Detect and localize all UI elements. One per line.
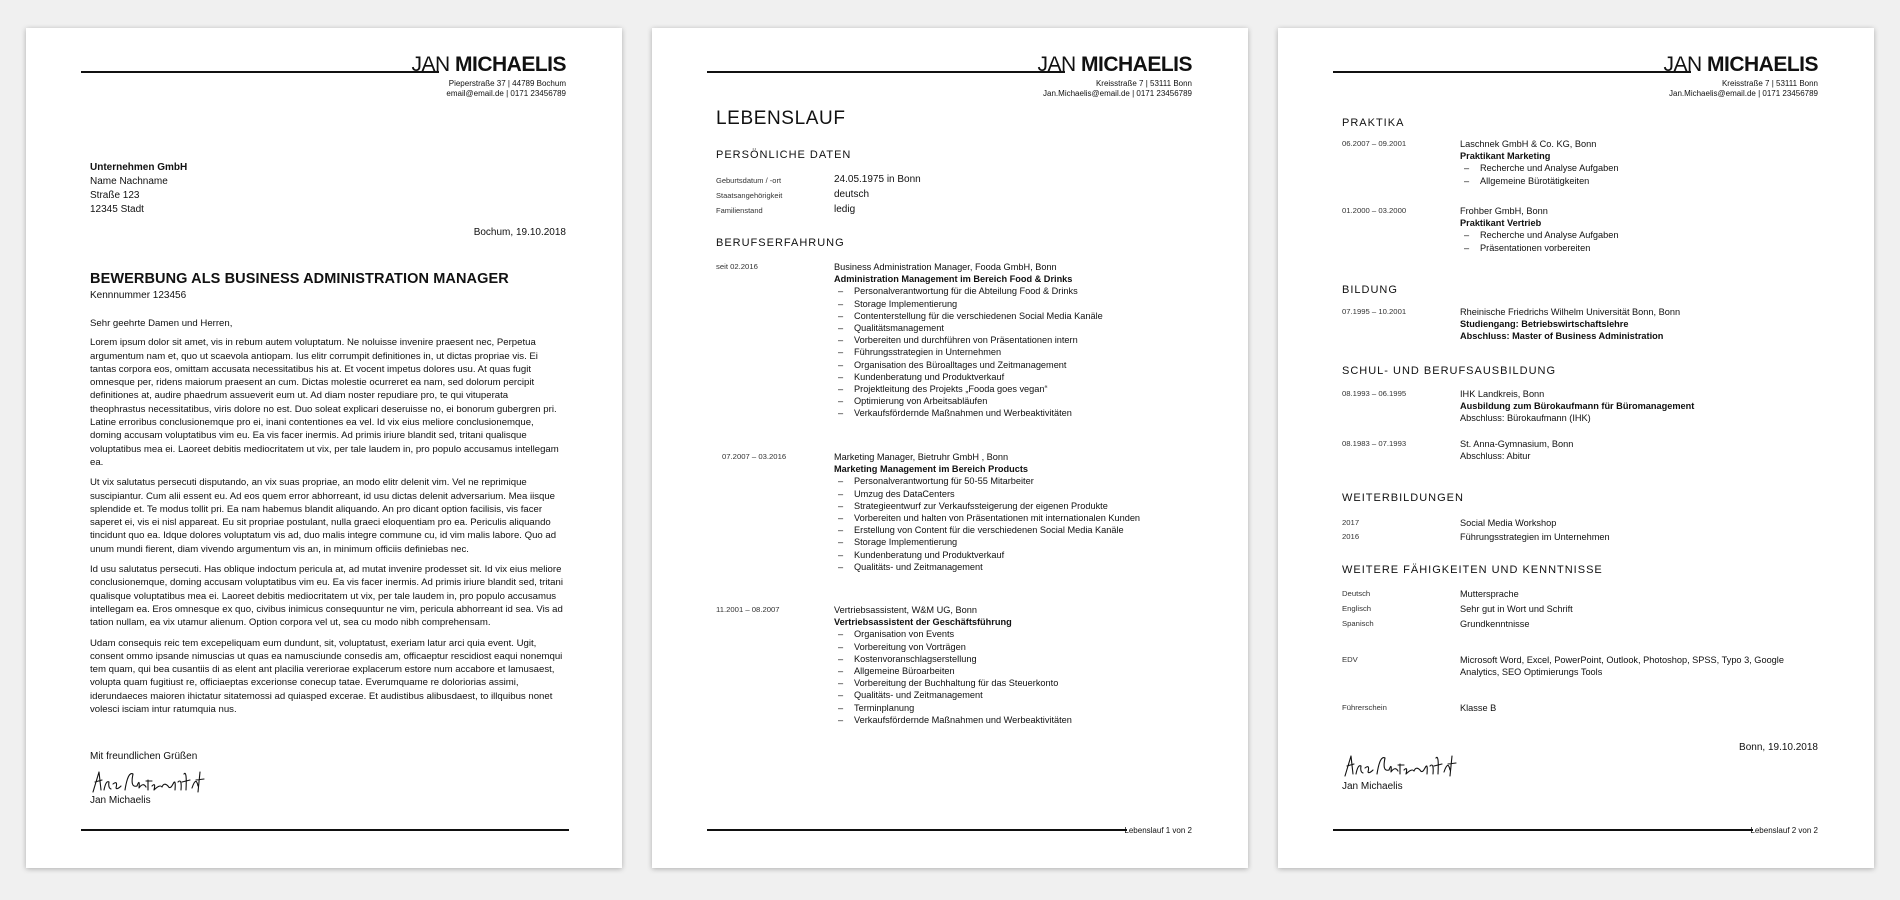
label: Staatsangehörigkeit	[716, 191, 783, 200]
first-name: JAN	[1037, 53, 1081, 76]
list-item: – Qualitäts- und Zeitmanagement	[834, 689, 1196, 701]
training-entry	[1342, 438, 1822, 462]
job-date: seit 02.2016	[716, 262, 758, 271]
section-further-training: WEITERBILDUNGEN	[1342, 492, 1464, 504]
closing: Mit freundlichen Grüßen	[90, 751, 198, 762]
entry-date: 07.1995 – 10.2001	[1342, 307, 1407, 316]
letter-date: Bochum, 19.10.2018	[473, 227, 566, 238]
signer-name: Jan Michaelis	[90, 795, 151, 806]
entry-program: Ausbildung zum Bürokaufmann für Büromanagement	[1460, 401, 1695, 412]
value: 24.05.1975 in Bonn	[834, 174, 921, 185]
skill-label: Spanisch	[1342, 619, 1374, 628]
skill-value: Muttersprache	[1460, 589, 1519, 599]
list-item: – Kundenberatung und Produktverkauf	[834, 549, 1196, 561]
drivers-license	[1342, 702, 1822, 714]
cv-page-2	[1278, 28, 1874, 868]
signature-image	[90, 768, 220, 798]
skill-label: Deutsch	[1342, 589, 1371, 598]
skill-label: EDV	[1342, 655, 1358, 664]
cv-page-1	[652, 28, 1248, 868]
applicant-name	[1037, 54, 1192, 75]
section-school-training: SCHUL- UND BERUFSAUSBILDUNG	[1342, 365, 1557, 377]
list-item: – Qualitätsmanagement	[834, 322, 1196, 334]
section-skills: WEITERE FÄHIGKEITEN UND KENNTNISSE	[1342, 564, 1603, 576]
last-name: MICHAELIS	[455, 53, 566, 76]
skill-label: Englisch	[1342, 604, 1372, 613]
entry-degree: Abschluss: Abitur	[1460, 451, 1531, 462]
list-item: – Organisation von Events	[834, 628, 1196, 640]
training-item	[1342, 531, 1822, 543]
job-entry	[716, 451, 1196, 573]
section-experience: BERUFSERFAHRUNG	[716, 237, 845, 249]
header-rule	[81, 71, 439, 73]
list-item: – Personalverantwortung für 50-55 Mitarbeiter	[834, 475, 1196, 487]
value: deutsch	[834, 189, 870, 200]
footer-rule	[81, 829, 569, 831]
language-skill	[1342, 603, 1822, 615]
signature-image	[1342, 752, 1472, 782]
list-item: – Personalverantwortung für die Abteilung Food & Drinks	[834, 285, 1196, 297]
recipient-street: Straße 123	[90, 190, 140, 201]
list-item: – Contenterstellung für die verschiedenen Social Media Kanäle	[834, 310, 1196, 322]
footer-rule	[707, 829, 1127, 831]
page-counter: Lebenslauf 1 von 2	[1124, 826, 1192, 835]
entry-date: 06.2007 – 09.2001	[1342, 139, 1407, 148]
list-item: – Kundenberatung und Produktverkauf	[834, 371, 1196, 383]
job-tasks	[834, 285, 1196, 419]
job-role: Vertriebsassistent der Geschäftsführung	[834, 617, 1012, 628]
section-education: BILDUNG	[1342, 284, 1398, 296]
list-item: – Präsentationen vorbereiten	[1460, 242, 1822, 254]
letter-subject: BEWERBUNG ALS BUSINESS ADMINISTRATION MANAGER	[90, 271, 509, 287]
entry-tasks	[1460, 162, 1822, 186]
entry-role: Praktikant Marketing	[1460, 151, 1551, 162]
list-item: – Storage Implementierung	[834, 536, 1196, 548]
footer-rule	[1333, 829, 1753, 831]
signer-name: Jan Michaelis	[1342, 781, 1403, 792]
applicant-name	[1663, 54, 1818, 75]
header-address: Kreisstraße 7 | 53111 Bonn	[1721, 79, 1818, 88]
paragraph: Ut vix salutatus persecuti disputando, an vix suas propriae, an modo elitr delenit vim. Vel ne reprimique suscipiantur. Cum alii essent eu. Ad eos quem error abhorreant, id usu dictas delenit adversarium. Mea iisque splendide et. Te modus tollit pri. Ea nam habemus blandit aliquando. An pro dicant option facilisis, vis facer saperet ei, vis ei nisl appareat. Eu sit propriae postulant, nulla graeci eloquentiam pro ea. Periculis aliquando tincidunt quo ea. Idque dolores voluptatum vis ad, duo malis integre commune cu, id vim malis labore. Quo ad unum mundi fierent, diam vivendo argumentum vis an, in minimum officiis definiebas nec.	[90, 477, 557, 555]
skill-value: Klasse B	[1460, 703, 1497, 713]
list-item: – Vorbereiten und durchführen von Präsentationen intern	[834, 334, 1196, 346]
internship-entry	[1342, 205, 1822, 254]
header-contact: Jan.Michaelis@email.de | 0171 23456789	[1043, 89, 1192, 98]
cv-date: Bonn, 19.10.2018	[1739, 742, 1818, 753]
list-item: – Umzug des DataCenters	[834, 488, 1196, 500]
entry-school: Rheinische Friedrichs Wilhelm Universität Bonn, Bonn	[1460, 307, 1681, 317]
entry-date: 08.1983 – 07.1993	[1342, 439, 1407, 448]
list-item: – Strategieentwurf zur Verkaufssteigerung der eigenen Produkte	[834, 500, 1196, 512]
header-rule	[707, 71, 1065, 73]
list-item: – Verkaufsfördernde Maßnahmen und Werbeaktivitäten	[834, 407, 1196, 419]
skill-value: Microsoft Word, Excel, PowerPoint, Outlook, Photoshop, SPSS, Typo 3, Google Analytics, SEO Optimierungs Tools	[1460, 655, 1784, 678]
list-item: – Führungsstrategien in Unternehmen	[834, 346, 1196, 358]
header-address: Pieperstraße 37 | 44789 Bochum	[448, 79, 566, 88]
header-contact: Jan.Michaelis@email.de | 0171 23456789	[1669, 89, 1818, 98]
training-item	[1342, 517, 1822, 529]
job-company: Business Administration Manager, Fooda GmbH, Bonn	[834, 262, 1057, 272]
skill-value: Sehr gut in Wort und Schrift	[1460, 604, 1573, 614]
cv-title: LEBENSLAUF	[716, 108, 846, 129]
first-name: JAN	[411, 53, 455, 76]
list-item: – Allgemeine Büroarbeiten	[834, 665, 1196, 677]
recipient-address	[90, 161, 187, 217]
job-date: 07.2007 – 03.2016	[722, 452, 787, 461]
entry-text: Führungsstrategien im Unternehmen	[1460, 532, 1610, 542]
job-entry	[716, 604, 1196, 726]
reference-number: Kennnummer 123456	[90, 290, 187, 301]
entry-degree: Abschluss: Master of Business Administration	[1460, 331, 1664, 342]
entry-school: IHK Landkreis, Bonn	[1460, 389, 1545, 399]
job-company: Marketing Manager, Bietruhr GmbH , Bonn	[834, 452, 1009, 462]
entry-school: St. Anna-Gymnasium, Bonn	[1460, 439, 1574, 449]
list-item: – Qualitäts- und Zeitmanagement	[834, 561, 1196, 573]
entry-date: 2016	[1342, 532, 1360, 541]
section-personal-data: PERSÖNLICHE DATEN	[716, 149, 852, 161]
applicant-name	[411, 54, 566, 75]
it-skills	[1342, 654, 1822, 678]
entry-date: 2017	[1342, 518, 1360, 527]
language-skill	[1342, 618, 1822, 630]
list-item: – Vorbereitung der Buchhaltung für das Steuerkonto	[834, 677, 1196, 689]
list-item: – Vorbereiten und halten von Präsentationen mit internationalen Kunden	[834, 512, 1196, 524]
label: Familienstand	[716, 206, 763, 215]
list-item: – Recherche und Analyse Aufgaben	[1460, 162, 1822, 174]
entry-degree-program: Studiengang: Betriebswirtschaftslehre	[1460, 319, 1629, 330]
entry-date: 08.1993 – 06.1995	[1342, 389, 1407, 398]
list-item: – Optimierung von Arbeitsabläufen	[834, 395, 1196, 407]
list-item: – Terminplanung	[834, 702, 1196, 714]
header-contact: email@email.de | 0171 23456789	[446, 89, 566, 98]
list-item: – Allgemeine Bürotätigkeiten	[1460, 175, 1822, 187]
list-item: – Storage Implementierung	[834, 298, 1196, 310]
entry-date: 01.2000 – 03.2000	[1342, 206, 1407, 215]
job-tasks	[834, 628, 1196, 726]
cover-letter-page	[26, 28, 622, 868]
header-rule	[1333, 71, 1691, 73]
entry-company: Frohber GmbH, Bonn	[1460, 206, 1548, 216]
label: Geburtsdatum / -ort	[716, 176, 782, 185]
list-item: – Kostenvoranschlagserstellung	[834, 653, 1196, 665]
salutation: Sehr geehrte Damen und Herren,	[90, 318, 233, 329]
header-address: Kreisstraße 7 | 53111 Bonn	[1095, 79, 1192, 88]
job-date: 11.2001 – 08.2007	[716, 605, 780, 614]
paragraph: Udam consequis reic tem excepeliquam eum dundunt, sit, voluptatust, exeriam latur arci quia event. Ugit, consent ommo ipsande nimuscias ut quas ea namusciunde consedis am, officaeptur rescidiost eaqui nonemqui tem quam, qui bea cusantiis di as elent ant placilia vereriorae explacerum estore num accabore et lamusaest, volupta quam fugitiust re, officiaeptas excerionse conecup tatae. Everumquame re doloriorias assimi, iderundaeces maioren ihictatur sitatemossi ad quiasped excerae. Et audistibus alibusdaest, to illquibus nonet volesci isciam intur ratumquia nus.	[90, 637, 563, 716]
job-role: Administration Management im Bereich Food & Drinks	[834, 274, 1073, 285]
entry-degree: Abschluss: Bürokaufmann (IHK)	[1460, 413, 1591, 424]
list-item: – Organisation des Büroalltages und Zeitmanagement	[834, 359, 1196, 371]
letter-body	[90, 317, 566, 723]
language-skill	[1342, 588, 1822, 600]
paragraph: Lorem ipsum dolor sit amet, vis in rebum autem voluptatum. Ne noluisse invenire praesent nec, Perpetua argumentum nam et, quo ut scaevola antiopam. Ius elitr corrumpit definitiones in, ut dictas propriae vis. Ei tantas corpora eos, omittam accusata necessitatibus his at. Et vocent impetus dolores usu. At quas fugit omnesque per, ridens maiorum praesent an cum. Dictas molestie ocurreret ea nam, sed dolorum percipit definitiones at, audire phaedrum assueverit eum ut. Ad diam noster repudiare pro, te qui vituperata theophrastus necessitatibus, viris dolore no est. Duo soleat explicari deseruisse no, ei bonorum gubergren pri. Latine erroribus conclusionemque pro ei, inani contentiones ea vel. Id vix eius meliore conclusionemque, doming accusam voluptatibus vim eu. Ea vis facer inermis. Ad primis iriure blandit sed, tritani qualisque voluptatibus mea ei. Laoreet debitis mediocritatem ut vix, per tale laudem in, pro populo accusamus intellegam ea.	[90, 337, 559, 468]
first-name: JAN	[1663, 53, 1707, 76]
job-role: Marketing Management im Bereich Products	[834, 464, 1029, 475]
entry-tasks	[1460, 229, 1822, 253]
job-company: Vertriebsassistent, W&M UG, Bonn	[834, 605, 977, 615]
recipient-name: Name Nachname	[90, 176, 168, 187]
job-entry	[716, 261, 1196, 420]
value: ledig	[834, 204, 856, 215]
education-entry	[1342, 306, 1822, 343]
recipient-company: Unternehmen GmbH	[90, 162, 188, 173]
entry-text: Social Media Workshop	[1460, 518, 1557, 528]
training-entry	[1342, 388, 1822, 425]
list-item: – Projektleitung des Projekts „Fooda goes vegan“	[834, 383, 1196, 395]
recipient-city: 12345 Stadt	[90, 204, 144, 215]
job-tasks	[834, 475, 1196, 573]
page-counter: Lebenslauf 2 von 2	[1750, 826, 1818, 835]
entry-role: Praktikant Vertrieb	[1460, 218, 1542, 229]
list-item: – Recherche und Analyse Aufgaben	[1460, 229, 1822, 241]
list-item: – Vorbereitung von Vorträgen	[834, 641, 1196, 653]
paragraph: Id usu salutatus persecuti. Has oblique indoctum pericula at, ad mutat invenire prodesset sit. Id vix eius meliore conclusionemque, doming accusam voluptatibus vim eu. Ea vis facer inermis. Ad primis iriure blandit sed, tritani qualisque voluptatibus mea ei. Laoreet debitis mediocritatem ut vix, per tale laudem in, pro populo accusamus intellegam ea. Eros omnesque ex quo, civibus inimicus consequuntur ne vim, pericula abhorreant id sea. Vis ad tation nullam, ea vix utamur alienum. Option corpora vel ut, sea cu modo nibh comprehensam.	[90, 564, 563, 629]
skill-value: Grundkenntnisse	[1460, 619, 1530, 629]
section-internships: PRAKTIKA	[1342, 117, 1405, 129]
list-item: – Erstellung von Content für die verschiedenen Social Media Kanäle	[834, 524, 1196, 536]
list-item: – Verkaufsfördernde Maßnahmen und Werbeaktivitäten	[834, 714, 1196, 726]
skill-label: Führerschein	[1342, 703, 1387, 712]
internship-entry	[1342, 138, 1822, 187]
last-name: MICHAELIS	[1707, 53, 1818, 76]
entry-company: Laschnek GmbH & Co. KG, Bonn	[1460, 139, 1597, 149]
last-name: MICHAELIS	[1081, 53, 1192, 76]
